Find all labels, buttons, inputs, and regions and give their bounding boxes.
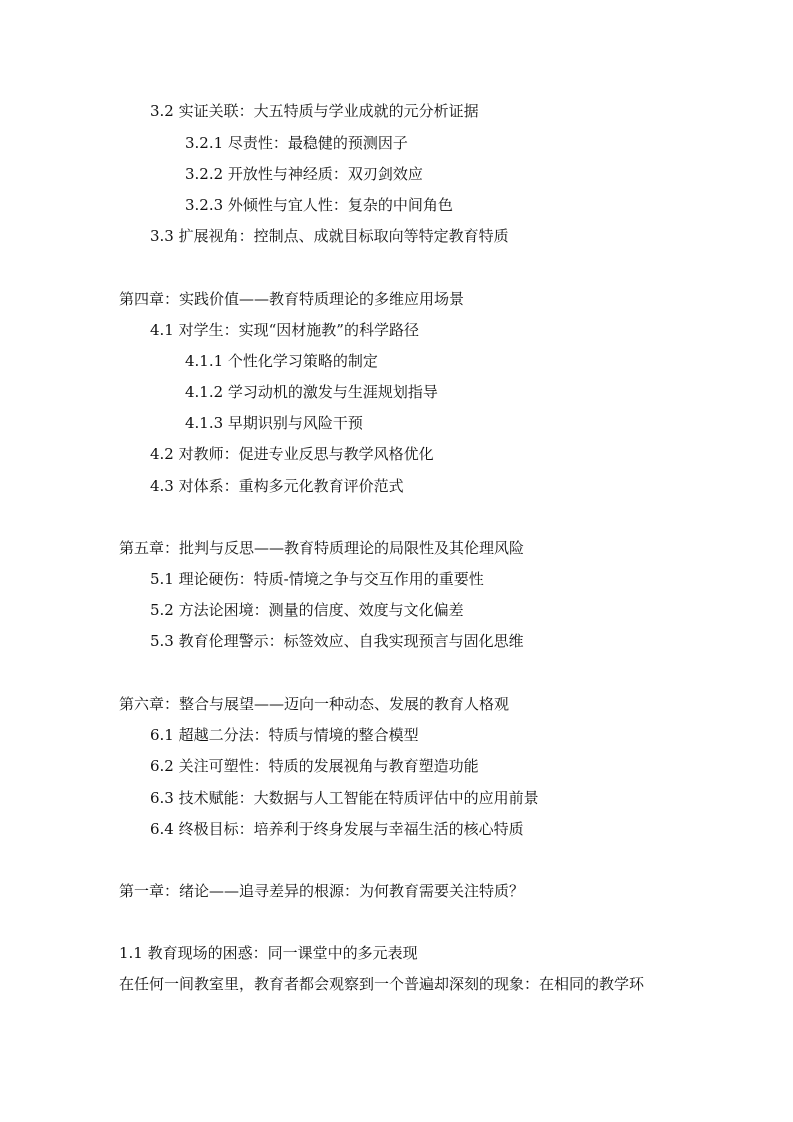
toc-section-5-2: 5.2 方法论困境：测量的信度、效度与文化偏差	[150, 601, 464, 619]
toc-section-6-2: 6.2 关注可塑性：特质的发展视角与教育塑造功能	[150, 757, 479, 775]
toc-section-3-2: 3.2 实证关联：大五特质与学业成就的元分析证据	[150, 102, 479, 120]
toc-subsection-3-2-1: 3.2.1 尽责性：最稳健的预测因子	[185, 134, 408, 152]
body-paragraph: 在任何一间教室里，教育者都会观察到一个普遍却深刻的现象：在相同的教学环	[119, 975, 645, 993]
toc-subsection-4-1-3: 4.1.3 早期识别与风险干预	[185, 414, 363, 432]
toc-chapter-5: 第五章：批判与反思——教育特质理论的局限性及其伦理风险	[119, 539, 525, 557]
section-1-1-heading: 1.1 教育现场的困惑：同一课堂中的多元表现	[119, 944, 418, 962]
toc-section-5-3: 5.3 教育伦理警示：标签效应、自我实现预言与固化思维	[150, 632, 524, 650]
toc-section-3-3: 3.3 扩展视角：控制点、成就目标取向等特定教育特质	[150, 227, 509, 245]
toc-subsection-3-2-2: 3.2.2 开放性与神经质：双刃剑效应	[185, 165, 423, 183]
toc-section-6-1: 6.1 超越二分法：特质与情境的整合模型	[150, 726, 419, 744]
toc-chapter-6: 第六章：整合与展望——迈向一种动态、发展的教育人格观	[119, 695, 510, 713]
toc-section-6-3: 6.3 技术赋能：大数据与人工智能在特质评估中的应用前景	[150, 789, 539, 807]
toc-subsection-3-2-3: 3.2.3 外倾性与宜人性：复杂的中间角色	[185, 196, 453, 214]
toc-section-5-1: 5.1 理论硬伤：特质-情境之争与交互作用的重要性	[150, 570, 484, 588]
chapter-1-heading: 第一章：绪论——追寻差异的根源：为何教育需要关注特质？	[119, 882, 525, 900]
toc-chapter-4: 第四章：实践价值——教育特质理论的多维应用场景	[119, 290, 465, 308]
toc-section-4-2: 4.2 对教师：促进专业反思与教学风格优化	[150, 445, 434, 463]
toc-section-6-4: 6.4 终极目标：培养利于终身发展与幸福生活的核心特质	[150, 820, 524, 838]
toc-subsection-4-1-1: 4.1.1 个性化学习策略的制定	[185, 352, 378, 370]
toc-section-4-1: 4.1 对学生：实现“因材施教”的科学路径	[150, 321, 419, 339]
toc-subsection-4-1-2: 4.1.2 学习动机的激发与生涯规划指导	[185, 383, 438, 401]
toc-section-4-3: 4.3 对体系：重构多元化教育评价范式	[150, 477, 404, 495]
